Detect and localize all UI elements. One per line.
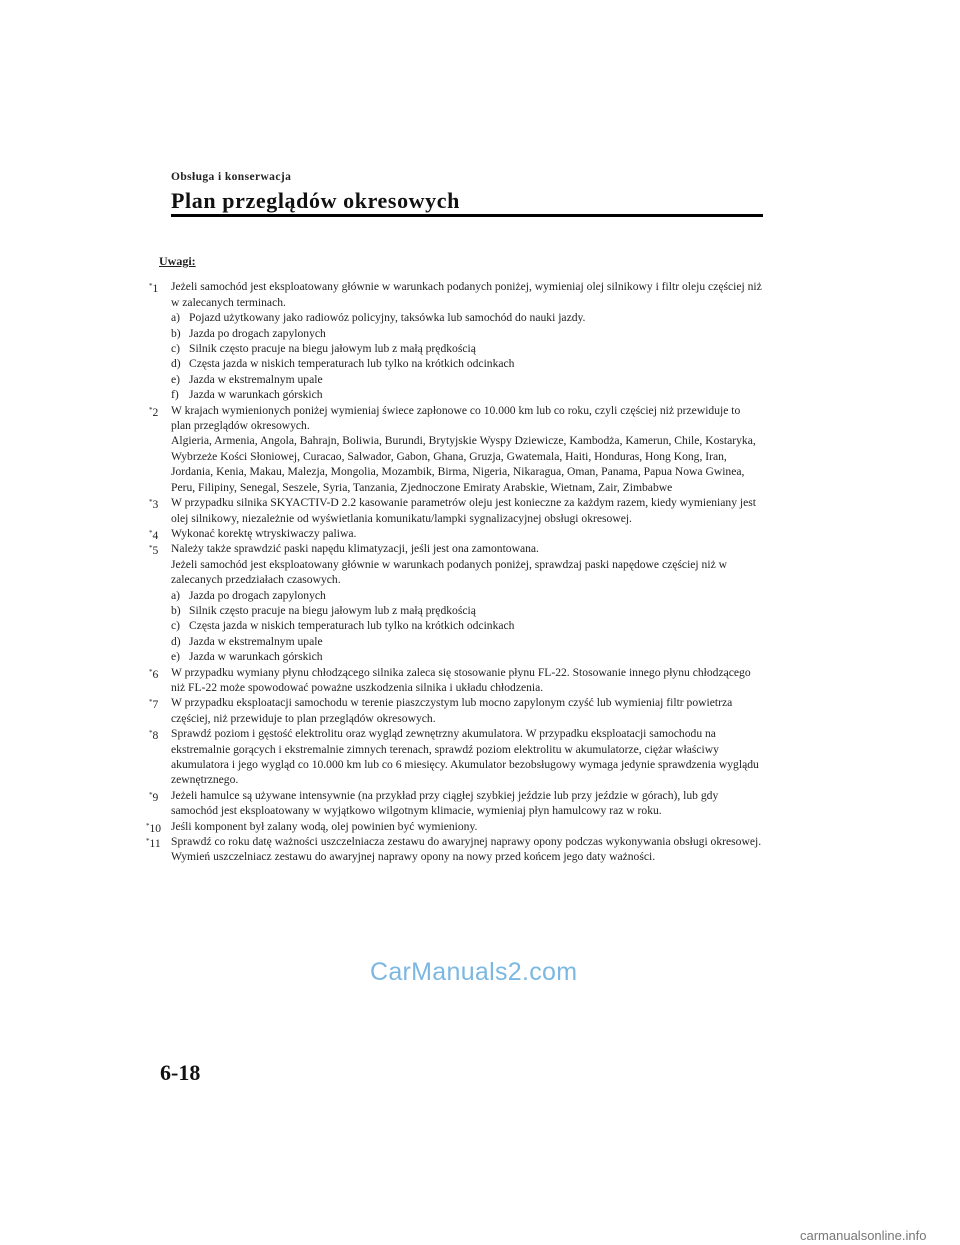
note-text: W krajach wymienionych poniżej wymieniaj świece zapłonowe co 10.000 km lub co roku, czyli częściej niż przewiduje to plan przeglądów okresowych. — [171, 403, 741, 433]
list-item: c) Częsta jazda w niskich temperaturach lub tylko na krótkich odcinkach — [171, 619, 515, 633]
page-number: 6-18 — [160, 1060, 201, 1085]
asterisk-icon: * — [149, 282, 153, 291]
note-text: Sprawdź poziom i gęstość elektrolitu oraz wygląd zewnętrzny akumulatora. W przypadku eksploatacji samochodu na ekstremalnie gorących i ekstremalnie zimnych terenach, sprawdź poziom elektrolitu w akumulatorze, ciężar właściwy akumulatora i jego wygląd co 10.000 km lub co 6 miesięcy. Akumulator bezobsługowy wymaga jedynie sprawdzenia wyglądu zewnętrznego. — [171, 727, 759, 787]
note-8 — [149, 726, 763, 788]
note-number: *4 — [149, 528, 159, 542]
list-item: b) Jazda po drogach zapylonych — [171, 326, 326, 340]
note-6 — [149, 665, 763, 696]
note-text: W przypadku silnika SKYACTIV-D 2.2 kasowanie parametrów oleju jest konieczne za każdym razem, kiedy wymieniany jest olej silnikowy, niezależnie od wyświetlania komunikatu/lampki sygnalizacyjnej obsługi okresowej. — [171, 496, 756, 525]
list-item: b) Silnik często pracuje na biegu jałowym lub z małą prędkością — [171, 603, 476, 617]
note-text: Jeśli komponent był zalany wodą, olej powinien być wymieniony. — [171, 819, 478, 833]
watermark: CarManuals2.com — [370, 958, 578, 986]
asterisk-icon: * — [149, 667, 153, 676]
note-text: W przypadku eksploatacji samochodu w terenie piaszczystym lub mocno zapylonym czyść lub wymieniaj filtr powietrza częściej, niż przewiduje to plan przeglądów okresowych. — [171, 696, 733, 725]
note-text: Należy także sprawdzić paski napędu klimatyzacji, jeśli jest ona zamontowana. — [171, 542, 539, 556]
asterisk-icon: * — [149, 405, 153, 414]
note-number: *7 — [149, 698, 159, 712]
asterisk-icon: * — [149, 790, 153, 799]
list-item: d) Częsta jazda w niskich temperaturach lub tylko na krótkich odcinkach — [171, 357, 515, 371]
note-number: *9 — [149, 790, 159, 804]
note-text: Jeżeli hamulce są używane intensywnie (na przykład przy ciągłej szybkiej jeździe lub przy jeździe w górach), lub gdy samochód jest eksploatowany w wyjątkowo wilgotnym klimacie, wymieniaj płyn hamulcowy raz w roku. — [171, 788, 719, 818]
asterisk-icon: * — [149, 729, 153, 738]
list-item: a) Pojazd użytkowany jako radiowóz policyjny, taksówka lub samochód do nauki jazdy. — [171, 311, 586, 325]
note-number: *6 — [149, 667, 159, 681]
footer-watermark: carmanualsonline.info — [800, 1228, 927, 1243]
note-9 — [149, 788, 763, 819]
list-item: d) Jazda w ekstremalnym upale — [171, 634, 323, 648]
note-number: *11 — [146, 837, 161, 851]
note-number: *1 — [149, 282, 159, 296]
note-extra-text: Jeżeli samochód jest eksploatowany głównie w warunkach podanych poniżej, sprawdzaj paski napędowe częściej niż w zalecanych przedziałach czasowych. — [171, 557, 727, 587]
note-number: *2 — [149, 405, 159, 419]
list-item: e) Jazda w ekstremalnym upale — [171, 372, 323, 386]
note-number: *5 — [149, 544, 159, 558]
list-item: f) Jazda w warunkach górskich — [171, 388, 323, 402]
country-list: Algieria, Armenia, Angola, Bahrajn, Boliwia, Burundi, Brytyjskie Wyspy Dziewicze, Kambodża, Kamerun, Chile, Kostaryka, Wybrzeże Kości Słoniowej, Curacao, Salwador, Gabon, Ghana, Gruzja, Gwatemala, Haiti, Honduras, Hong Kong, Iran, Jordania, Kenia, Makau, Malezja, Mongolia, Mozambik, Birma, Nigeria, Nikaragua, Oman, Panama, Papua Nowa Gwinea, Peru, Filipiny, Senegal, Seszele, Syria, Tanzania, Zjednoczone Emiraty Arabskie, Wietnam, Zair, Zimbabwe — [171, 434, 756, 494]
title-divider — [171, 214, 763, 217]
note-4 — [149, 526, 763, 541]
note-number: *10 — [146, 821, 162, 835]
page-title: Plan przeglądów okresowych — [171, 188, 460, 213]
note-number: *3 — [149, 498, 159, 512]
note-10 — [146, 819, 763, 834]
note-text: Jeżeli samochód jest eksploatowany głównie w warunkach podanych poniżej, wymieniaj olej silnikowy i filtr oleju częściej niż w zalecanych terminach. — [171, 280, 762, 309]
note-7 — [149, 695, 763, 726]
list-item: e) Jazda w warunkach górskich — [171, 650, 323, 664]
page-header — [171, 170, 763, 214]
asterisk-icon: * — [149, 528, 153, 537]
note-3 — [149, 495, 763, 526]
note-text: Sprawdź co roku datę ważności uszczelniacza zestawu do awaryjnej naprawy opony podczas wykonywania obsługi okresowej. Wymień uszczelniacz zestawu do awaryjnej naprawy opony na nowy przed końcem jego daty ważności. — [171, 835, 762, 864]
note-text: Wykonać korektę wtryskiwaczy paliwa. — [171, 526, 357, 540]
list-item: c) Silnik często pracuje na biegu jałowym lub z małą prędkością — [171, 342, 476, 356]
section-label: Obsługa i konserwacja — [171, 171, 292, 183]
asterisk-icon: * — [149, 544, 153, 553]
asterisk-icon: * — [149, 498, 153, 507]
notes-section — [146, 254, 763, 865]
note-number: *8 — [149, 729, 159, 743]
note-2 — [149, 403, 763, 495]
asterisk-icon: * — [146, 837, 150, 846]
note-5 — [149, 541, 763, 664]
note-text: W przypadku wymiany płynu chłodzącego silnika zaleca się stosowanie płynu FL-22. Stosowanie innego płynu chłodzącego niż FL-22 może spowodować poważne uszkodzenia silnika i układu chłodzenia. — [171, 665, 751, 694]
note-11 — [146, 834, 763, 865]
note-1 — [149, 279, 763, 402]
list-item: a) Jazda po drogach zapylonych — [171, 588, 326, 602]
notes-heading: Uwagi: — [159, 254, 196, 268]
asterisk-icon: * — [146, 821, 150, 830]
asterisk-icon: * — [149, 698, 153, 707]
